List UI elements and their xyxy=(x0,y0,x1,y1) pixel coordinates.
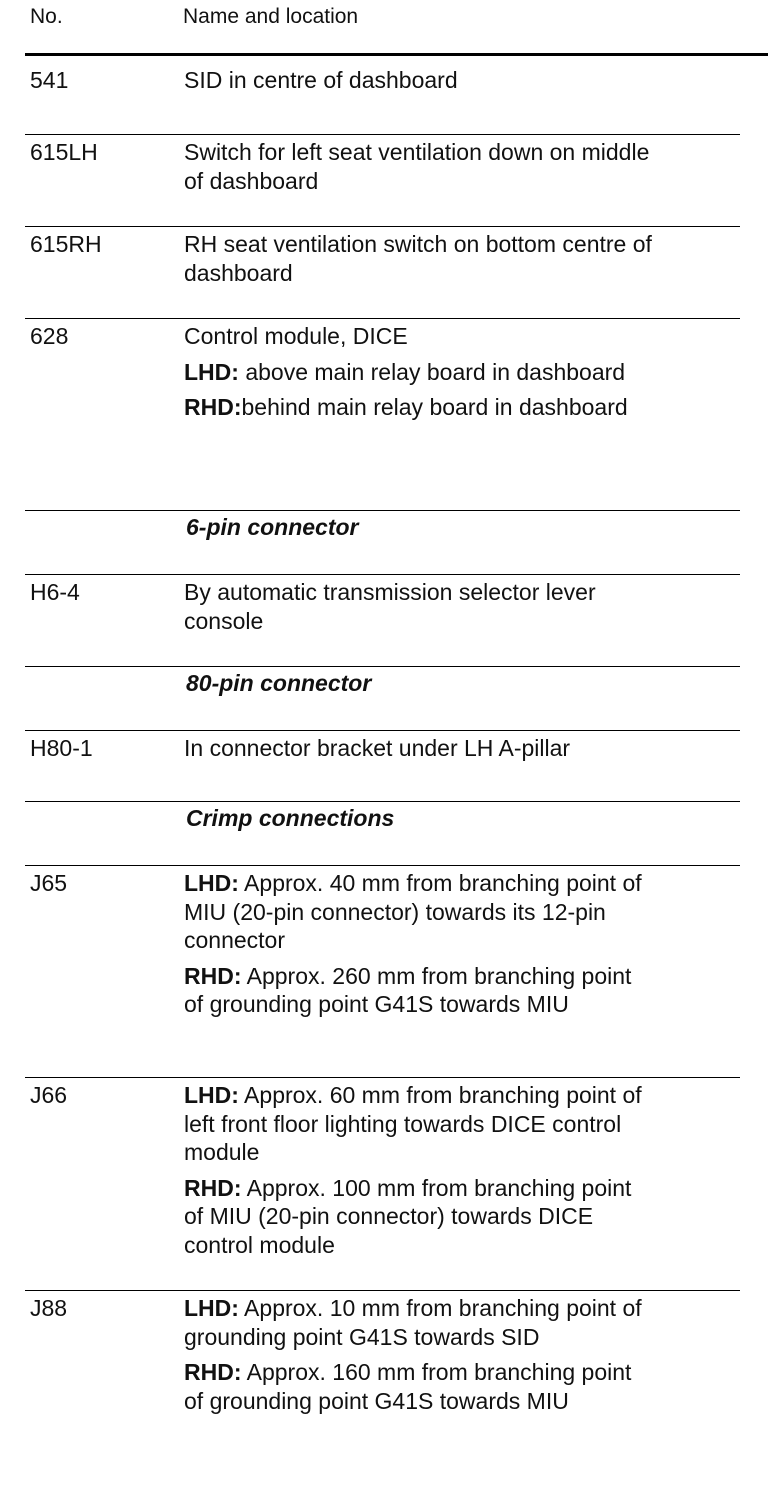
row-description xyxy=(184,869,654,1026)
rhd-note xyxy=(184,1174,654,1260)
row-number: 628 xyxy=(30,323,69,349)
row-divider xyxy=(25,318,740,319)
row-divider xyxy=(25,134,740,135)
lhd-note xyxy=(184,1081,654,1167)
row-description xyxy=(184,1294,654,1422)
rhd-text: Approx. 260 mm from branching point of grounding point G41S towards MIU xyxy=(184,962,632,1017)
lhd-text: above main relay board in dashboard xyxy=(238,358,626,385)
lhd-label: LHD: xyxy=(184,358,239,385)
rhd-text: Approx. 100 mm from branching point of MIU (20-pin connector) towards DICE control module xyxy=(184,1174,632,1258)
rhd-text: behind main relay board in dashboard xyxy=(241,394,628,420)
description-text: By automatic transmission selector lever console xyxy=(184,579,596,634)
row-description xyxy=(184,1081,654,1266)
lhd-text: Approx. 60 mm from branching point of left front floor lighting towards DICE control module xyxy=(184,1082,642,1165)
row-description xyxy=(184,578,654,642)
column-header-no: No. xyxy=(30,5,63,28)
rhd-label: RHD: xyxy=(184,962,242,989)
section-heading-80pin: 80-pin connector xyxy=(186,670,372,696)
rhd-note xyxy=(184,393,654,422)
lhd-note xyxy=(184,1294,654,1351)
description-text: In connector bracket under LH A-pillar xyxy=(184,735,571,761)
row-description xyxy=(184,230,654,294)
row-description xyxy=(184,138,654,202)
row-divider xyxy=(25,510,740,511)
row-divider xyxy=(25,1077,740,1078)
rhd-note xyxy=(184,962,654,1019)
row-divider xyxy=(25,730,740,731)
row-number: J65 xyxy=(30,870,68,896)
row-divider xyxy=(25,1290,740,1291)
lhd-note xyxy=(184,869,654,955)
description-text: Switch for left seat ventilation down on middle of dashboard xyxy=(184,139,650,194)
row-number: J88 xyxy=(30,1295,68,1321)
description-text: SID in centre of dashboard xyxy=(184,67,458,93)
lhd-label: LHD: xyxy=(184,1295,239,1321)
row-number: 615LH xyxy=(30,139,98,165)
description-text: RH seat ventilation switch on bottom centre of dashboard xyxy=(184,231,652,286)
rhd-note xyxy=(184,1358,654,1415)
lhd-text: Approx. 40 mm from branching point of MIU (20-pin connector) towards its 12-pin connector xyxy=(184,870,642,953)
row-number: H80-1 xyxy=(30,735,93,761)
section-heading-6pin: 6-pin connector xyxy=(186,514,359,540)
row-description xyxy=(184,322,654,429)
rhd-label: RHD: xyxy=(184,1359,242,1385)
row-number: 615RH xyxy=(30,231,102,257)
lhd-text: Approx. 10 mm from branching point of grounding point G41S towards SID xyxy=(184,1295,642,1350)
row-divider xyxy=(25,801,740,802)
description-text: Control module, DICE xyxy=(184,323,408,349)
row-divider xyxy=(25,865,740,866)
section-heading-crimp: Crimp connections xyxy=(186,805,395,831)
row-description xyxy=(184,734,654,770)
row-number: H6-4 xyxy=(30,579,80,605)
lhd-label: LHD: xyxy=(184,1082,239,1108)
lhd-note xyxy=(184,358,654,387)
row-description xyxy=(184,66,654,102)
row-divider xyxy=(25,574,740,575)
rhd-label: RHD: xyxy=(184,1174,242,1201)
row-number: 541 xyxy=(30,67,69,93)
lhd-label: LHD: xyxy=(184,870,239,896)
rhd-text: Approx. 160 mm from branching point of grounding point G41S towards MIU xyxy=(184,1359,632,1414)
header-divider xyxy=(25,53,768,56)
row-number: J66 xyxy=(30,1082,68,1108)
row-divider xyxy=(25,226,740,227)
column-header-name-location: Name and location xyxy=(183,5,359,28)
rhd-label: RHD: xyxy=(184,394,242,420)
row-divider xyxy=(25,666,740,667)
